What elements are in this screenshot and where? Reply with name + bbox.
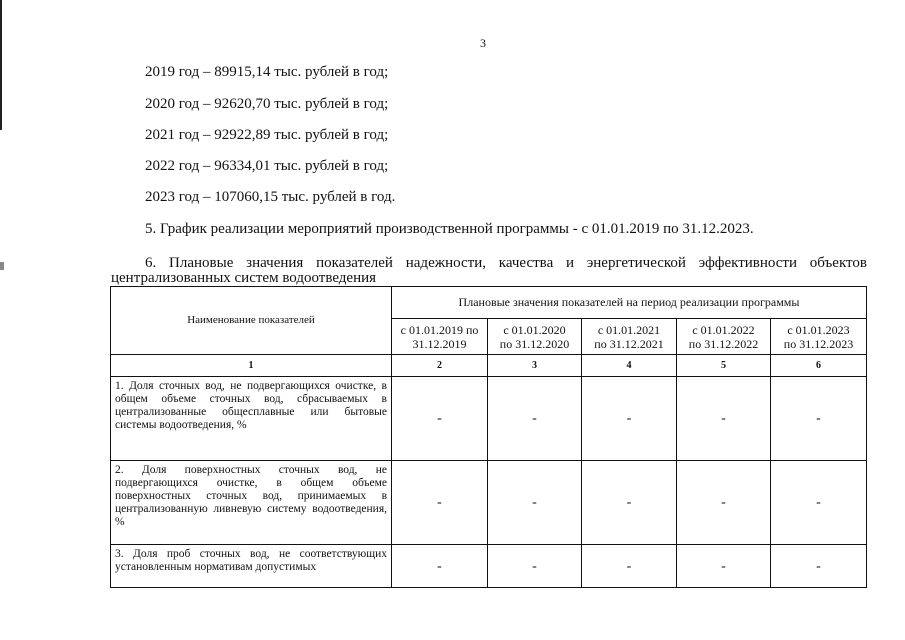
indicator-value: - [677,461,771,545]
header-period-2021 [582,319,677,355]
header-period-2021-line-1: с 01.01.2021 [597,322,661,337]
column-number-5: 5 [677,355,771,377]
indicator-value: - [582,461,677,545]
scan-edge-mark [0,0,2,130]
budget-line-2021: 2021 год – 92922,89 тыс. рублей в год; [145,127,389,143]
header-period-2023 [771,319,867,355]
indicator-value: - [582,377,677,461]
header-period-2020 [488,319,582,355]
header-period-2020-line-1: с 01.01.2020 [503,322,566,337]
indicator-value: - [488,545,582,588]
indicator-value: - [488,461,582,545]
indicator-value: - [392,377,488,461]
indicator-value: - [771,461,867,545]
column-number-2: 2 [392,355,488,377]
header-planned-values: Плановые значения показателей на период реализации программы [392,287,867,319]
scan-side-mark [0,262,4,270]
budget-line-2020: 2020 год – 92620,70 тыс. рублей в год; [145,96,389,112]
budget-line-2023: 2023 год – 107060,15 тыс. рублей в год. [145,189,396,205]
budget-line-2019: 2019 год – 89915,14 тыс. рублей в год; [145,64,389,80]
indicator-value: - [677,377,771,461]
table-row [111,545,867,588]
indicator-name: 1. Доля сточных вод, не подвергающихся очистке, в общем объеме сточных вод, сбрасываемых в централизованные общесплавные или бытовые системы водоотведения, % [111,377,392,461]
section-6-line-1: 6. Плановые значения показателей надежности, качества и энергетической эффективности объектов [145,255,867,271]
indicator-value: - [582,545,677,588]
header-period-2022-line-2: по 31.12.2022 [688,336,759,351]
table-row [111,377,867,461]
indicator-value: - [677,545,771,588]
section-5-schedule: 5. График реализации мероприятий производственной программы - с 01.01.2019 по 31.12.2023. [145,221,754,237]
header-period-2023-line-2: по 31.12.2023 [783,336,854,351]
header-period-2020-line-2: по 31.12.2020 [499,336,570,351]
header-indicator-name: Наименование показателей [111,287,392,355]
header-period-2023-line-1: с 01.01.2023 [787,322,850,337]
column-number-1: 1 [111,355,392,377]
indicator-name: 2. Доля поверхностных сточных вод, не подвергающихся очистке, в общем объеме поверхностных сточных вод, принимаемых в централизованную ливневую систему водоотведения, % [111,461,392,545]
header-period-2019 [392,319,488,355]
indicator-value: - [392,461,488,545]
indicator-value: - [771,377,867,461]
page-number: 3 [480,36,486,50]
header-period-2019-line-2: 31.12.2019 [412,336,467,351]
indicator-value: - [488,377,582,461]
header-period-2021-line-2: по 31.12.2021 [594,336,664,351]
indicator-value: - [771,545,867,588]
indicators-table-wrap [110,286,867,588]
column-number-6: 6 [771,355,867,377]
section-6-line-2: централизованных систем водоотведения [111,270,377,286]
indicator-name: 3. Доля проб сточных вод, не соответствующих установленным нормативам допустимых [111,545,392,588]
header-period-2022 [677,319,771,355]
budget-line-2022: 2022 год – 96334,01 тыс. рублей в год; [145,158,389,174]
column-number-4: 4 [582,355,677,377]
section-6-heading [111,256,867,286]
header-period-2022-line-1: с 01.01.2022 [692,322,755,337]
header-period-2019-line-1: с 01.01.2019 по [400,322,479,337]
table-row [111,461,867,545]
indicator-value: - [392,545,488,588]
column-number-3: 3 [488,355,582,377]
indicators-table [110,286,867,588]
